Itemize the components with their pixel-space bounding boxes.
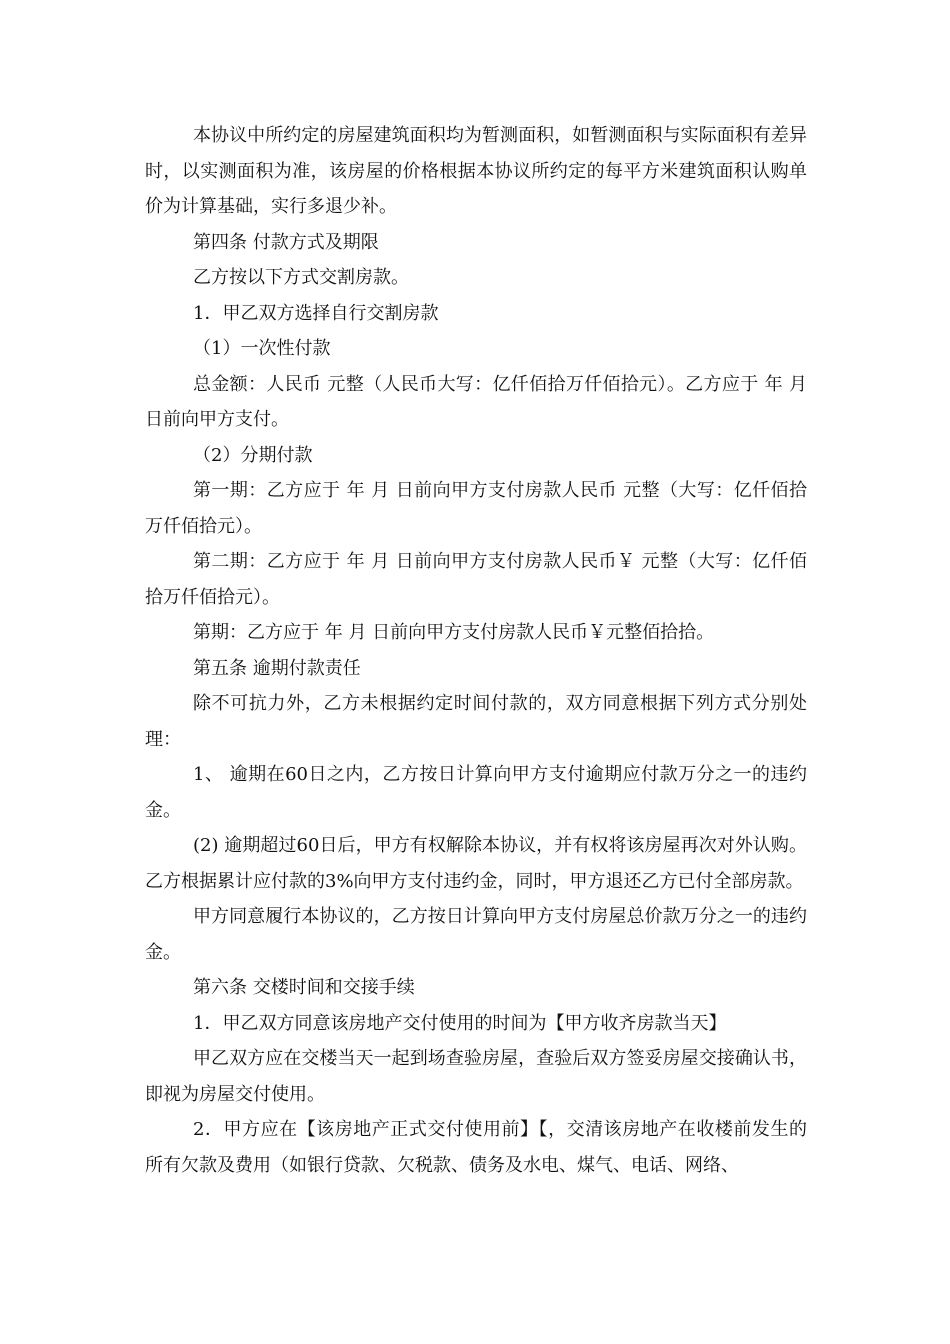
paragraph: 总金额：人民币 元整（人民币大写：亿仟佰拾万仟佰拾元）。乙方应于 年 月 日前向甲方支付。 [145, 373, 807, 430]
paragraph: 第二期：乙方应于 年 月 日前向甲方支付房款人民币￥ 元整（大写：亿仟佰拾万仟佰拾元）。 [145, 551, 807, 608]
sub-item: （1）一次性付款 [193, 338, 331, 359]
paragraph: 第期：乙方应于 年 月 日前向甲方支付房款人民币￥元整佰拾拾。 [193, 622, 715, 643]
paragraph: 乙方按以下方式交割房款。 [193, 267, 409, 288]
paragraph: 除不可抗力外，乙方未根据约定时间付款的，双方同意根据下列方式分别处理： [145, 693, 807, 750]
document-page [145, 118, 807, 1183]
paragraph: 第一期：乙方应于 年 月 日前向甲方支付房款人民币 元整（大写：亿仟佰拾万仟佰拾元）。 [145, 480, 807, 537]
paragraph: 本协议中所约定的房屋建筑面积均为暂测面积，如暂测面积与实际面积有差异时，以实测面积为准，该房屋的价格根据本协议所约定的每平方米建筑面积认购单价为计算基础，实行多退少补。 [145, 125, 807, 217]
list-item: 1．甲乙双方同意该房地产交付使用的时间为【甲方收齐房款当天】 [193, 1012, 727, 1034]
paragraph: 甲乙双方应在交楼当天一起到场查验房屋，查验后双方签妥房屋交接确认书，即视为房屋交付使用。 [145, 1048, 807, 1105]
list-item: 1．甲乙双方选择自行交割房款 [193, 302, 439, 324]
sub-item: （2）分期付款 [193, 444, 313, 466]
section-heading: 第六条 交楼时间和交接手续 [193, 977, 415, 998]
paragraph: 甲方同意履行本协议的，乙方按日计算向甲方支付房屋总价款万分之一的违约金。 [145, 906, 807, 963]
list-item: (2) 逾期超过60日后，甲方有权解除本协议，并有权将该房屋再次对外认购。乙方根据累计应付款的3%向甲方支付违约金，同时，甲方退还乙方已付全部房款。 [145, 835, 807, 892]
section-heading: 第四条 付款方式及期限 [193, 231, 379, 253]
section-heading: 第五条 逾期付款责任 [193, 657, 361, 679]
list-item: 2．甲方应在【该房地产正式交付使用前】【，交清该房地产在收楼前发生的所有欠款及费用（如银行贷款、欠税款、债务及水电、煤气、电话、网络、 [145, 1119, 807, 1176]
list-item: 1、 逾期在60日之内，乙方按日计算向甲方支付逾期应付款万分之一的违约金。 [145, 764, 807, 821]
